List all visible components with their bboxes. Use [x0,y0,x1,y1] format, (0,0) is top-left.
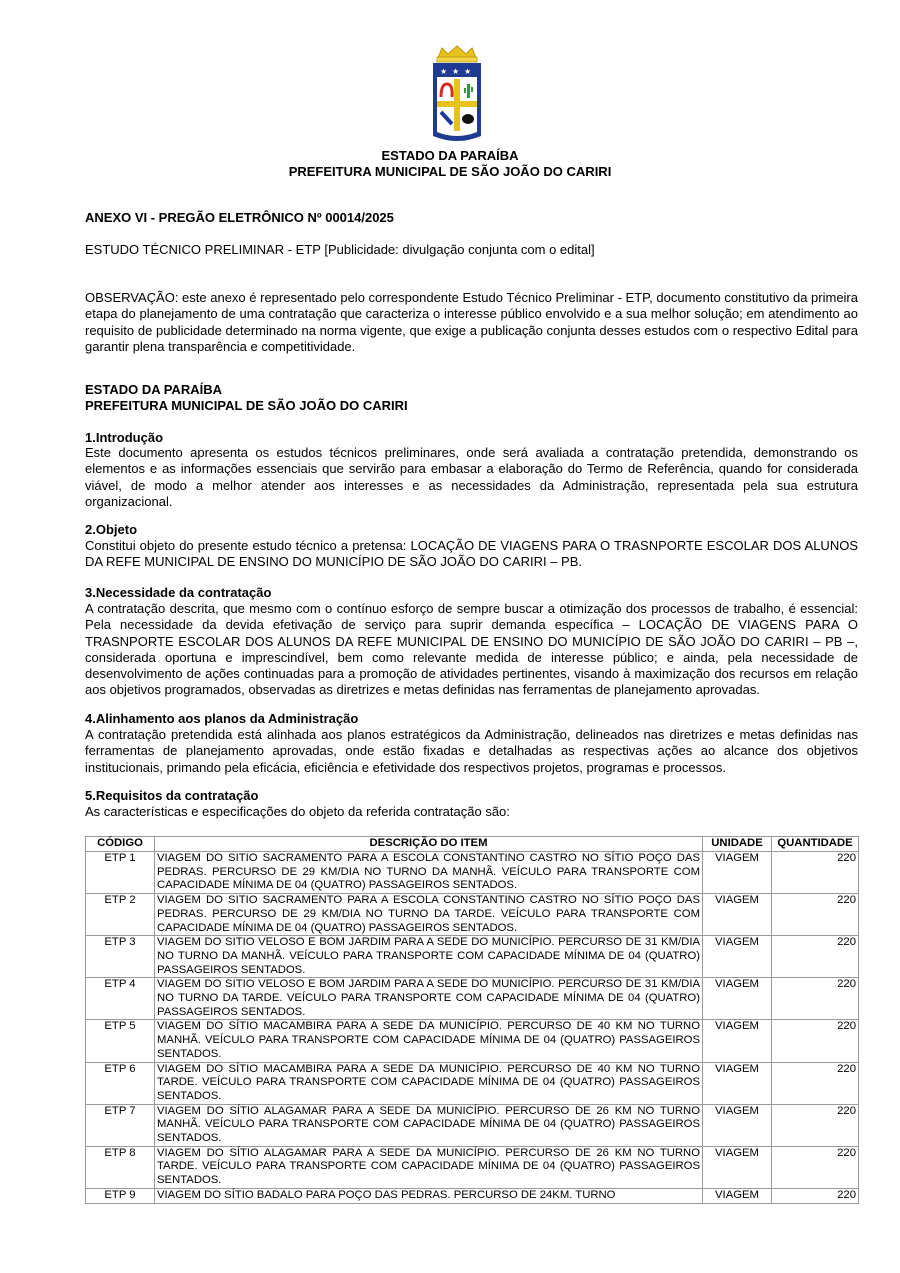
row-code: ETP 8 [86,1146,155,1188]
header-description: DESCRIÇÃO DO ITEM [155,837,703,852]
row-description: VIAGEM DO SITIO SACRAMENTO PARA A ESCOLA CONSTANTINO CASTRO NO SÍTIO POÇO DAS PEDRAS. PERCURSO DE 29 KM/DIA NO TURNO DA TARDE. VEÍCULO PARA TRANSPORTE COM CAPACIDADE MÍNIMA DE 04 (QUATRO) PASSAGEIROS SENTADOS. [155,894,703,936]
header-unit: UNIDADE [703,837,772,852]
section-intro-text: Este documento apresenta os estudos técnicos preliminares, onde será avaliada a contratação pretendida, demonstrando os elementos e as informações essenciais que servirão para embasar a elaboração do Termo de Referência, quando for considerada viável, de modo a melhor atender aos interesses e as necessidades da Administração, representada pela sua estrutura organizacional. [85,445,858,509]
header2-state: ESTADO DA PARAÍBA [85,382,222,397]
row-quantity: 220 [772,1146,859,1188]
row-unit: VIAGEM [703,1188,772,1203]
row-code: ETP 3 [86,936,155,978]
section-need-title: 3.Necessidade da contratação [85,585,272,600]
table-row [86,936,859,978]
svg-text:★: ★ [440,67,448,76]
etp-line: ESTUDO TÉCNICO PRELIMINAR - ETP [Publicidade: divulgação conjunta com o edital] [85,242,595,257]
table-row [86,1020,859,1062]
header-quantity: QUANTIDADE [772,837,859,852]
row-unit: VIAGEM [703,852,772,894]
row-description: VIAGEM DO SÍTIO BADALO PARA POÇO DAS PEDRAS. PERCURSO DE 24KM. TURNO [155,1188,703,1203]
header-state: ESTADO DA PARAÍBA [381,148,519,163]
row-quantity: 220 [772,1104,859,1146]
header-code: CÓDIGO [86,837,155,852]
table-row [86,978,859,1020]
row-quantity: 220 [772,1062,859,1104]
row-unit: VIAGEM [703,978,772,1020]
table-row [86,1146,859,1188]
observation-paragraph: OBSERVAÇÃO: este anexo é representado pelo correspondente Estudo Técnico Preliminar - ETP, documento constitutivo da primeira etapa do planejamento de uma contratação que caracteriza o interesse público envolvido e a sua melhor solução; em atendimento ao requisito de publicidade determinado na norma vigente, que exige a publicação conjunta desses estudos com o respectivo Edital para garantir plena transparência e competitividade. [85,290,858,354]
row-description: VIAGEM DO SÍTIO MACAMBIRA PARA A SEDE DA MUNICÍPIO. PERCURSO DE 40 KM NO TURNO TARDE. VEÍCULO PARA TRANSPORTE COM CAPACIDADE MÍNIMA DE 04 (QUATRO) PASSAGEIROS SENTADOS. [155,1062,703,1104]
annex-title: ANEXO VI - PREGÃO ELETRÔNICO Nº 00014/2025 [85,210,394,225]
row-unit: VIAGEM [703,894,772,936]
requirements-table [85,836,859,1204]
row-quantity: 220 [772,1020,859,1062]
row-description: VIAGEM DO SÍTIO MACAMBIRA PARA A SEDE DA MUNICÍPIO. PERCURSO DE 40 KM NO TURNO MANHÃ. VEÍCULO PARA TRANSPORTE COM CAPACIDADE MÍNIMA DE 04 (QUATRO) PASSAGEIROS SENTADOS. [155,1020,703,1062]
section-object-title: 2.Objeto [85,522,138,537]
header2-municipality: PREFEITURA MUNICIPAL DE SÃO JOÃO DO CARIRI [85,398,408,413]
table-row [86,1188,859,1203]
row-description: VIAGEM DO SÍTIO ALAGAMAR PARA A SEDE DA MUNICÍPIO. PERCURSO DE 26 KM NO TURNO TARDE. VEÍCULO PARA TRANSPORTE COM CAPACIDADE MÍNIMA DE 04 (QUATRO) PASSAGEIROS SENTADOS. [155,1146,703,1188]
row-quantity: 220 [772,1188,859,1203]
table-row [86,852,859,894]
section-align-title: 4.Alinhamento aos planos da Administração [85,711,359,726]
row-description: VIAGEM DO SITIO VELOSO E BOM JARDIM PARA A SEDE DO MUNICÍPIO. PERCURSO DE 31 KM/DIA NO TURNO DA MANHÃ. VEÍCULO PARA TRANSPORTE COM CAPACIDADE MÍNIMA DE 04 (QUATRO) PASSAGEIROS SENTADOS. [155,936,703,978]
table-row [86,1062,859,1104]
row-description: VIAGEM DO SÍTIO ALAGAMAR PARA A SEDE DA MUNICÍPIO. PERCURSO DE 26 KM NO TURNO MANHÃ. VEÍCULO PARA TRANSPORTE COM CAPACIDADE MÍNIMA DE 04 (QUATRO) PASSAGEIROS SENTADOS. [155,1104,703,1146]
row-description: VIAGEM DO SITIO VELOSO E BOM JARDIM PARA A SEDE DO MUNICÍPIO. PERCURSO DE 31 KM/DIA NO TURNO DA TARDE. VEÍCULO PARA TRANSPORTE COM CAPACIDADE MÍNIMA DE 04 (QUATRO) PASSAGEIROS SENTADOS. [155,978,703,1020]
table-row [86,894,859,936]
row-code: ETP 7 [86,1104,155,1146]
row-code: ETP 1 [86,852,155,894]
section-object-text: Constitui objeto do presente estudo técnico a pretensa: LOCAÇÃO DE VIAGENS PARA O TRASNPORTE ESCOLAR DOS ALUNOS DA REFE MUNICIPAL DE ENSINO DO MUNICÍPIO DE SÃO JOÃO DO CARIRI – PB. [85,538,858,570]
row-unit: VIAGEM [703,1104,772,1146]
row-description: VIAGEM DO SITIO SACRAMENTO PARA A ESCOLA CONSTANTINO CASTRO NO SÍTIO POÇO DAS PEDRAS. PERCURSO DE 29 KM/DIA NO TURNO DA MANHÃ. VEÍCULO PARA TRANSPORTE COM CAPACIDADE MÍNIMA DE 04 (QUATRO) PASSAGEIROS SENTADOS. [155,852,703,894]
row-code: ETP 4 [86,978,155,1020]
row-quantity: 220 [772,894,859,936]
table-row [86,1104,859,1146]
section-align-text: A contratação pretendida está alinhada aos planos estratégicos da Administração, delineados nas diretrizes e metas definidas nas ferramentas de planejamento aprovadas, onde estão fixadas e detalhadas as respectivas ações ao alcance dos objetivos institucionais, primando pela eficácia, eficiência e efetividade dos respectivos projetos, programas e processos. [85,727,858,775]
row-code: ETP 9 [86,1188,155,1203]
table-header-row [86,837,859,852]
header-municipality: PREFEITURA MUNICIPAL DE SÃO JOÃO DO CARIRI [288,164,612,179]
row-unit: VIAGEM [703,1062,772,1104]
row-code: ETP 5 [86,1020,155,1062]
row-quantity: 220 [772,978,859,1020]
row-unit: VIAGEM [703,1020,772,1062]
section-req-text: As características e especificações do objeto da referida contratação são: [85,804,510,819]
row-code: ETP 6 [86,1062,155,1104]
section-req-title: 5.Requisitos da contratação [85,788,259,803]
row-quantity: 220 [772,936,859,978]
section-intro-title: 1.Introdução [85,430,164,445]
row-quantity: 220 [772,852,859,894]
row-unit: VIAGEM [703,1146,772,1188]
municipal-crest-logo [430,44,484,144]
section-need-text: A contratação descrita, que mesmo com o contínuo esforço de sempre buscar a otimização dos processos de trabalho, é essencial: Pela necessidade da devida efetivação de serviço para suprir demanda específica – LOCAÇÃO DE VIAGENS PARA O TRASNPORTE ESCOLAR DOS ALUNOS DA REFE MUNICIPAL DE ENSINO DO MUNICÍPIO DE SÃO JOÃO DO CARIRI – PB –, considerada oportuna e imprescindível, bem como relevante medida de interesse público; e ainda, pela necessidade de desenvolvimento de ações continuadas para a promoção de atividades pertinentes, visando à maximização dos recursos em relação aos objetivos programados, observadas as diretrizes e metas definidas nas ferramentas de planejamento aprovadas. [85,601,858,698]
row-unit: VIAGEM [703,936,772,978]
row-code: ETP 2 [86,894,155,936]
svg-text:★: ★ [464,67,472,76]
svg-text:★: ★ [452,67,460,76]
